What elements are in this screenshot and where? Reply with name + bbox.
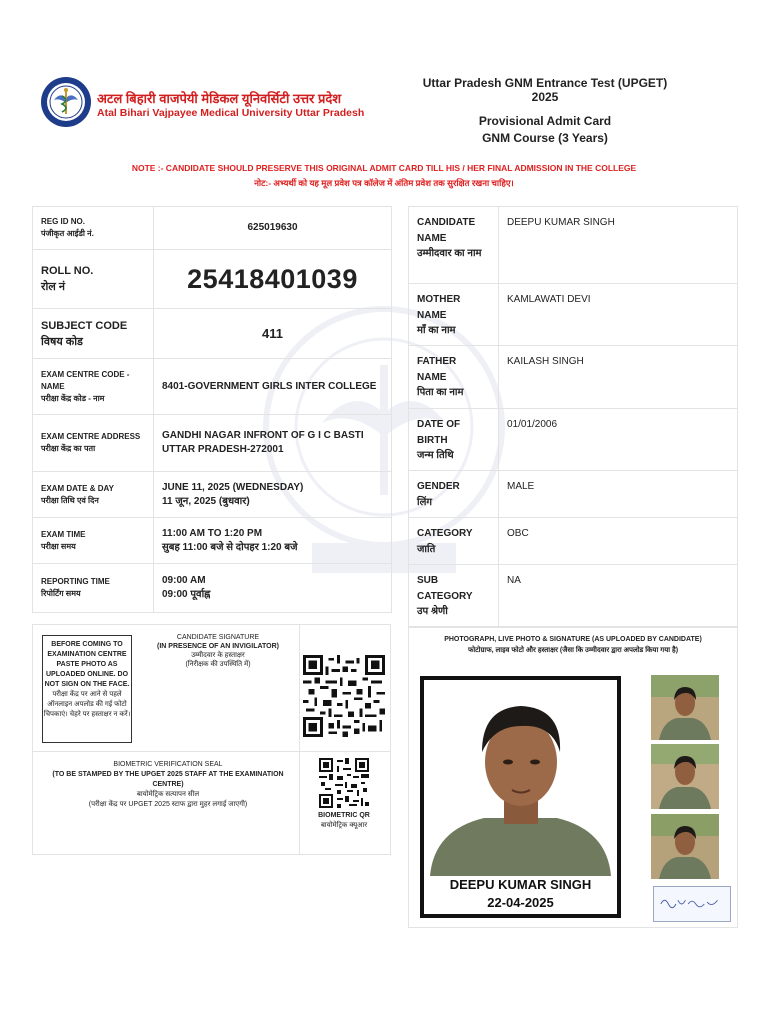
biometric-seal-area [41, 760, 295, 810]
university-name-english: Atal Bihari Vajpayee Medical University Uttar Pradesh [97, 107, 365, 119]
photo-section-heading [409, 634, 737, 656]
sub-category-value: NA [499, 565, 738, 627]
photo-signature-box [408, 627, 738, 928]
table-row [409, 565, 738, 627]
row-label [33, 518, 154, 564]
label-hi: परीक्षा तिथि एवं दिन [41, 495, 99, 505]
note-hindi: नोट:- अभ्यर्थी को यह मूल प्रवेश पत्र कॉलेज में अंतिम प्रवेश तक सुरक्षित रखना चाहिए। [254, 178, 514, 188]
table-row [33, 518, 392, 564]
biometric-qr-code [319, 758, 369, 808]
label-en: EXAM DATE & DAY [41, 483, 114, 493]
mother-name-value: KAMLAWATI DEVI [499, 284, 738, 346]
seal-label: BIOMETRIC VERIFICATION SEAL [113, 761, 223, 768]
value-line-1: JUNE 11, 2025 (WEDNESDAY) [162, 481, 304, 493]
divider [33, 751, 390, 752]
label-en: EXAM CENTRE ADDRESS [41, 432, 141, 441]
signature-label-hi: उम्मीदवार के हस्ताक्षर [191, 652, 245, 659]
table-row [33, 207, 392, 250]
row-label [33, 472, 154, 518]
exam-address-value [154, 415, 392, 472]
exam-date-value [154, 472, 392, 518]
table-row [33, 309, 392, 359]
photo-candidate-name: DEEPU KUMAR SINGH [449, 877, 592, 892]
label-hi: परीक्षा केंद्र का पता [41, 444, 96, 453]
row-label [33, 207, 154, 250]
father-name-value: KAILASH SINGH [499, 346, 738, 409]
label-en: DATE OF [417, 419, 461, 430]
photo-date: 22-04-2025 [487, 895, 554, 910]
live-photo-2 [651, 744, 719, 809]
value-line-2: 11 जून, 2025 (बुधवार) [162, 495, 250, 507]
row-label [409, 284, 499, 346]
table-row [409, 346, 738, 409]
university-logo [40, 76, 92, 128]
exam-details-table [32, 206, 392, 613]
exam-time-value [154, 518, 392, 564]
candidate-portrait-image [424, 680, 617, 876]
exam-centre-value: 8401-GOVERNMENT GIRLS INTER COLLEGE [154, 359, 392, 415]
exam-title-block [410, 76, 680, 145]
label-hi: परीक्षा समय [41, 541, 76, 551]
note-english: NOTE :- CANDIDATE SHOULD PRESERVE THIS ORIGINAL ADMIT CARD TILL HIS / HER FINAL ADMISSION IN THE COLLEGE [131, 163, 637, 173]
label-hi: जाति [417, 543, 436, 555]
table-row [409, 207, 738, 284]
value-line-1: 09:00 AM [162, 575, 206, 586]
biometric-qr-label-en: BIOMETRIC QR [318, 812, 370, 819]
value-line-2: सुबह 11:00 बजे से दोपहर 1:20 बजे [162, 541, 298, 553]
label-en: GENDER [417, 481, 460, 492]
candidate-details-table [408, 206, 738, 627]
label-en-2: NAME [417, 371, 447, 383]
gender-value: MALE [499, 471, 738, 518]
reporting-time-value [154, 564, 392, 613]
live-photo-3 [651, 814, 719, 879]
subject-code-value: 411 [154, 309, 392, 359]
paste-photo-box [42, 635, 132, 743]
label-en: MOTHER [417, 294, 461, 305]
label-hi: पिता का नाम [417, 387, 464, 398]
reg-id-value: 625019630 [154, 207, 392, 250]
divider [299, 625, 300, 854]
label-en: EXAM TIME [41, 529, 86, 539]
table-row [409, 518, 738, 565]
label-hi: लिंग [417, 496, 432, 508]
paste-photo-instruction-hi: परीक्षा केंद्र पर आने से पहले ऑनलाइन अपलोड की गई फोटो चिपकाएं। चेहरे पर हस्ताक्षर न करें। [43, 691, 131, 718]
candidate-signature-image [653, 886, 731, 922]
value-line-1: 11:00 AM TO 1:20 PM [162, 527, 263, 539]
row-label [409, 346, 499, 409]
label-en: FATHER [417, 356, 457, 367]
row-label [409, 565, 499, 627]
label-hi: उम्मीदवार का नाम [417, 248, 482, 259]
table-row [33, 564, 392, 613]
label-hi: माँ का नाम [417, 325, 456, 336]
candidate-photograph [420, 676, 621, 918]
label-hi: पंजीकृत आईडी नं. [41, 229, 94, 238]
label-en: ROLL NO. [41, 265, 94, 277]
seal-label-hi: बायोमेट्रिक सत्यापन सील [136, 791, 200, 798]
row-label [33, 359, 154, 415]
exam-year: 2025 [531, 90, 559, 104]
paste-photo-instruction-en: BEFORE COMING TO EXAMINATION CENTRE PASTE PHOTO AS UPLOADED ONLINE. DO NOT SIGN ON THE FACE. [44, 641, 130, 688]
label-hi: उप श्रेणी [417, 606, 448, 617]
biometric-qr-label [303, 811, 385, 831]
label-en: SUB [417, 575, 439, 586]
signature-label: CANDIDATE SIGNATURE [176, 634, 260, 641]
label-hi: जन्म तिथि [417, 450, 454, 461]
signature-seal-box [32, 624, 391, 855]
value-line-2: UTTAR PRADESH-272001 [162, 444, 284, 455]
category-value: OBC [499, 518, 738, 565]
signature-sublabel-hi: (निरीक्षक की उपस्थिति में) [185, 661, 251, 668]
value-line-1: GANDHI NAGAR INFRONT OF G I C BASTI [162, 430, 364, 441]
label-en-2: BIRTH [417, 434, 448, 446]
label-en: CATEGORY [417, 528, 473, 539]
label-en-2: NAME [417, 309, 447, 321]
label-en: EXAM CENTRE CODE - NAME [41, 369, 130, 391]
label-hi: विषय कोड [41, 335, 83, 348]
table-row [409, 471, 738, 518]
row-label [409, 518, 499, 565]
university-name-hindi: अटल बिहारी वाजपेयी मेडिकल यूनिवर्सिटी उत्तर प्रदेश [97, 91, 342, 106]
seal-sublabel: (TO BE STAMPED BY THE UPGET 2025 STAFF AT THE EXAMINATION CENTRE) [52, 771, 284, 788]
row-label [409, 207, 499, 284]
dob-value: 01/01/2006 [499, 409, 738, 471]
roll-number-value: 25418401039 [154, 250, 392, 309]
live-photo-1 [651, 675, 719, 740]
photo-heading-en: PHOTOGRAPH, LIVE PHOTO & SIGNATURE (AS UPLOADED BY CANDIDATE) [444, 636, 702, 643]
label-en-2: NAME [417, 232, 447, 244]
course-name: GNM Course (3 Years) [482, 131, 608, 145]
table-row [33, 415, 392, 472]
row-label [409, 409, 499, 471]
table-row [409, 284, 738, 346]
row-label [33, 564, 154, 613]
value-line-2: 09:00 पूर्वाह्न [162, 589, 211, 600]
table-row [33, 250, 392, 309]
row-label [33, 415, 154, 472]
admit-card-qr-code [303, 655, 385, 737]
label-hi: रिपोर्टिंग समय [41, 589, 81, 598]
biometric-qr-label-hi: बायोमेट्रिक क्यूआर [320, 822, 368, 829]
card-type: Provisional Admit Card [478, 114, 612, 128]
label-hi: रोल नं [41, 281, 65, 293]
label-en: CANDIDATE [417, 217, 476, 228]
signature-sublabel: (IN PRESENCE OF AN INVIGILATOR) [157, 643, 279, 650]
table-row [409, 409, 738, 471]
table-row [33, 359, 392, 415]
photo-heading-hi: फोटोग्राफ, लाइव फोटो और हस्ताक्षर (जैसा कि उम्मीदवार द्वारा अपलोड किया गया है) [467, 647, 679, 654]
seal-sublabel-hi: (परीक्षा केंद्र पर UPGET 2025 स्टाफ द्वारा मुहर लगाई जाएगी) [88, 801, 248, 808]
row-label [33, 250, 154, 309]
candidate-signature-area [140, 633, 296, 669]
label-en: SUBJECT CODE [41, 319, 128, 332]
label-hi: परीक्षा केंद्र कोड - नाम [41, 393, 105, 403]
table-row [33, 472, 392, 518]
exam-title: Uttar Pradesh GNM Entrance Test (UPGET) [422, 76, 668, 90]
label-en: REG ID NO. [41, 217, 86, 226]
candidate-name-value: DEEPU KUMAR SINGH [499, 207, 738, 284]
row-label [409, 471, 499, 518]
label-en-2: CATEGORY [417, 590, 473, 602]
label-en: REPORTING TIME [41, 577, 110, 586]
row-label [33, 309, 154, 359]
